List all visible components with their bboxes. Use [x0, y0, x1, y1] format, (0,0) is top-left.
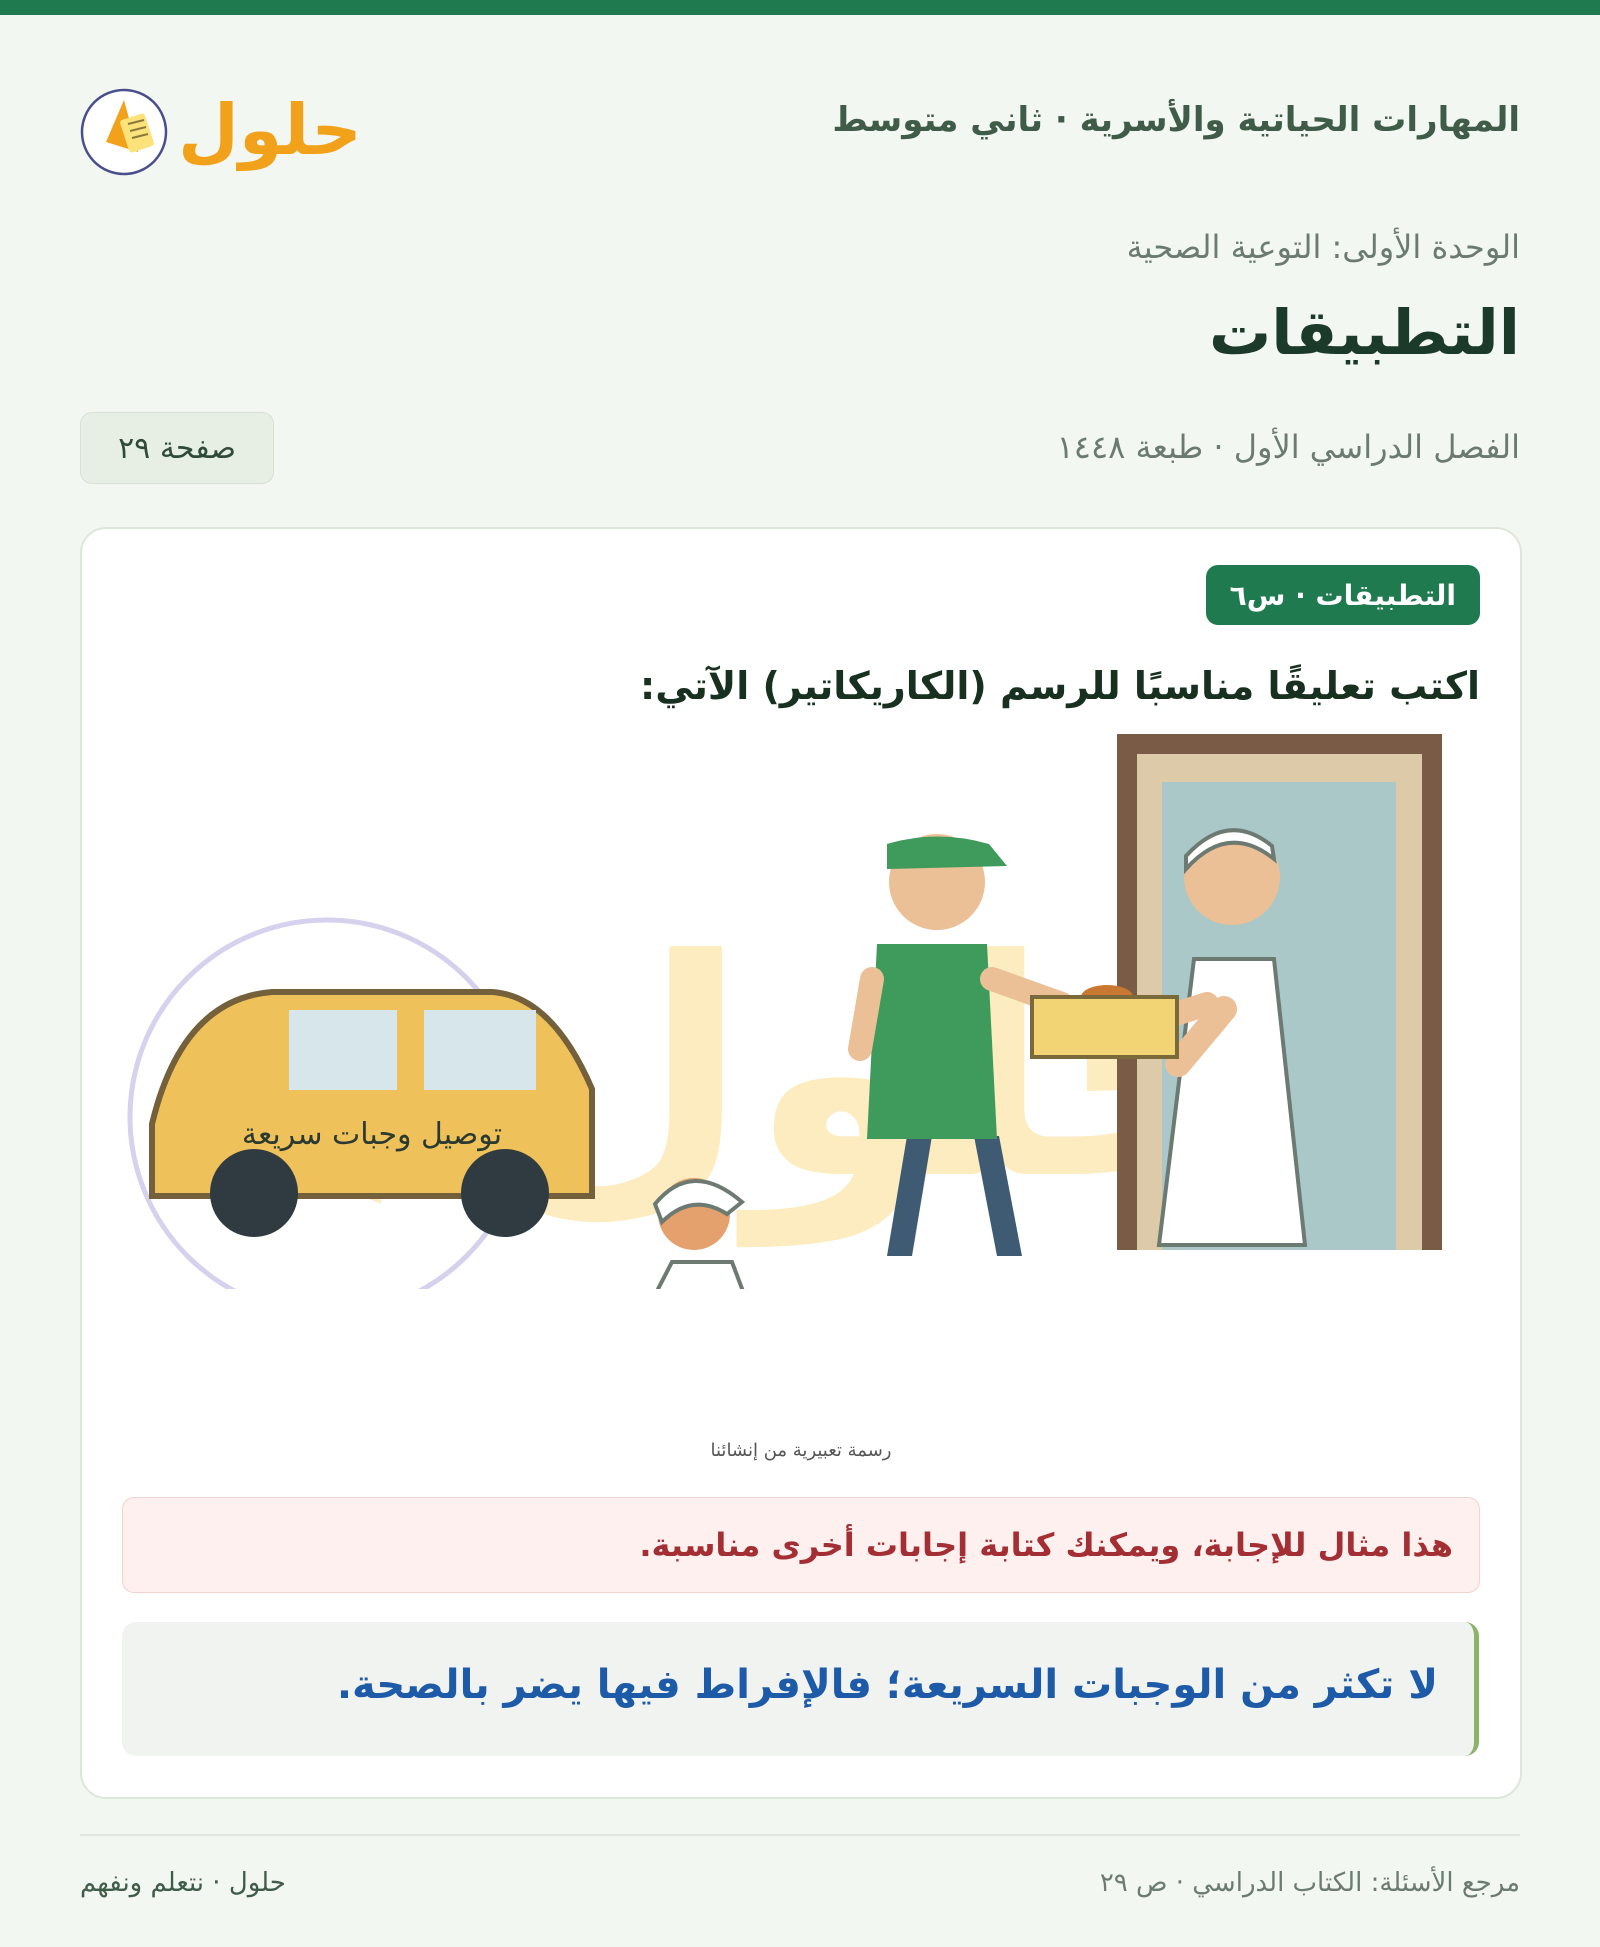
- footer-brand: حلول · نتعلم ونفهم: [80, 1868, 286, 1898]
- page-title: التطبيقات: [1208, 296, 1520, 369]
- subject-title: المهارات الحياتية والأسرية · ثاني متوسط: [832, 100, 1520, 140]
- answer-note-text: هذا مثال للإجابة، ويمكنك كتابة إجابات أخرى مناسبة.: [639, 1526, 1453, 1564]
- site-logo[interactable]: [80, 60, 380, 190]
- page-number-badge: صفحة ٢٩: [80, 412, 274, 484]
- food-box-icon: [1032, 985, 1177, 1057]
- term-label: الفصل الدراسي الأول · طبعة ١٤٤٨: [1056, 428, 1520, 466]
- question-card: [80, 527, 1522, 1799]
- answer-text: لا تكثر من الوجبات السريعة؛ فالإفراط فيها يضر بالصحة.: [336, 1662, 1438, 1708]
- footer-divider: [80, 1834, 1520, 1836]
- answer-box: [122, 1622, 1479, 1756]
- section-tag: التطبيقات · س٦: [1206, 565, 1480, 625]
- page-header: [80, 60, 1520, 190]
- question-text: اكتب تعليقًا مناسبًا للرسم (الكاريكاتير) الآتي:: [640, 664, 1480, 708]
- answer-note-box: [122, 1497, 1480, 1593]
- svg-text:حلول: حلول: [178, 89, 362, 171]
- unit-label: الوحدة الأولى: التوعية الصحية: [1126, 228, 1520, 266]
- illustration-caption: رسمة تعبيرية من إنشائنا: [710, 1440, 892, 1461]
- caricature-illustration: [122, 734, 1482, 1289]
- top-accent-bar: [0, 0, 1600, 15]
- van-sign-text: توصيل وجبات سريعة: [241, 1117, 503, 1152]
- footer-reference: مرجع الأسئلة: الكتاب الدراسي · ص ٢٩: [1099, 1868, 1520, 1898]
